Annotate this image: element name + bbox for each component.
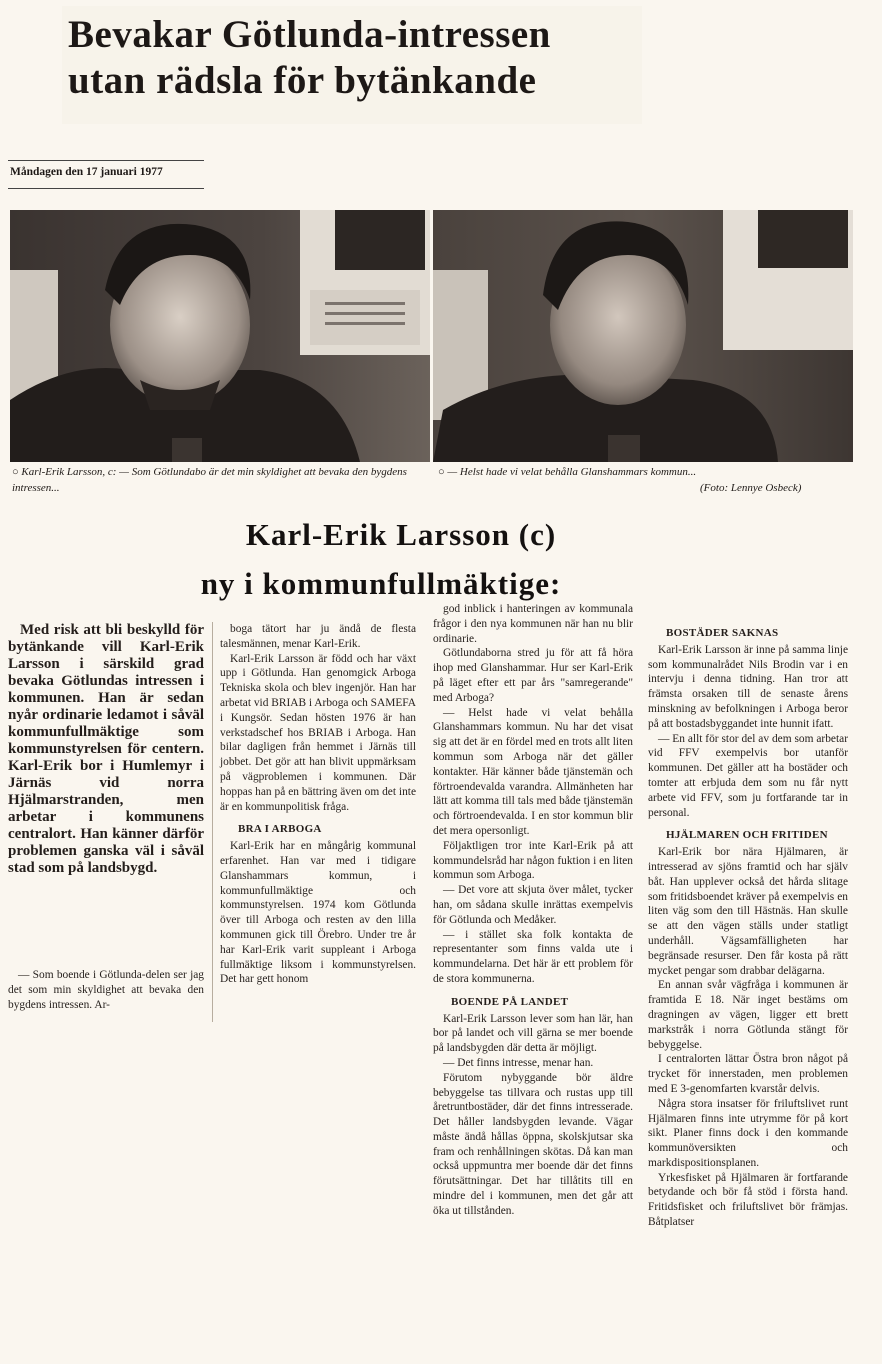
paragraph: I centralorten lättar Östra bron något på trycket för innerstaden, men problemen med E 3-genomfarten kvarstår delvis. <box>648 1053 848 1095</box>
paragraph: Karl-Erik Larsson är född och har växt upp i Götlunda. Han genomgick Arboga Tekniska skola och blev ingenjör. Han har arbetat vid BRIAB i Arboga och SAMEFA i Kungsör. Sedan hösten 1976 är han verkstadschef hos BRIAB i Arboga. Han bilar dagligen från hemmet i Järnäs till jobbet. Det gör att han blivit uppmärksam på vägproblemen i kommunen. Där hoppas han på en bättring även om det inte är en kommunpolitisk fråga. <box>220 652 416 813</box>
paragraph: Yrkesfisket på Hjälmaren är fortfarande betydande och bör få stöd i första hand. Fritidsfisket och friluftslivet bör främjas. Båtplatser <box>648 1171 848 1229</box>
section-heading: BOENDE PÅ LANDET <box>451 995 569 1008</box>
paragraph: — Det vore att skjuta över målet, tycker han, om sådana skulle inrättas exempelvis för Götlunda och Medåker. <box>433 884 633 926</box>
paragraph: Några stora insatser för friluftslivet runt Hjälmaren finns inte utrymme för på kort sikt. Planer finns dock i den kommande kommunöversikten och markdispositionsplanen. <box>648 1097 848 1169</box>
photo-caption-right: ○ — Helst hade vi velat behålla Glanshammars kommun... <box>438 466 697 478</box>
article-column-2 <box>220 622 416 987</box>
paragraph: — Det finns intresse, menar han. <box>443 1056 594 1069</box>
paragraph: — Helst hade vi velat behålla Glanshammars kommun. Nu har det visat sig att det är en fördel med en trots allt liten kommun som Arboga när det gäller kontakter. Här känner både tjänstemän och förtroendevalda varandra. Allmänheten har lätt att komma till tals med både tjänstemän och förtroendevalda. I en stor kommun blir det mera opersonligt. <box>433 706 633 837</box>
article-column-3 <box>433 602 633 1219</box>
paragraph: Götlundaborna stred ju för att få höra ihop med Glanshammar. Hur ser Karl-Erik på läget efter ett par års "samregerande" med Arboga? <box>433 647 633 704</box>
column-divider <box>212 622 213 1022</box>
paragraph: — En allt för stor del av dem som arbetar vid FFV exempelvis bor utanför kommunen. Det gäller att ha bostäder och tomter att erbjuda dem som nu får nytt arbete vid FFV, som ju fortfarande tar in personal. <box>648 732 848 819</box>
photo-credit: (Foto: Lennye Osbeck) <box>700 482 802 494</box>
paragraph: En annan svår vägfråga i kommunen är framtida E 18. När inget bestäms om dragningen av vägen, ligger ett brett markstråk i norra Götlunda stängt för bebyggelse. <box>648 979 848 1051</box>
paragraph: boga tätort har ju ändå de flesta talesmännen, menar Karl-Erik. <box>220 623 416 650</box>
sub-headline-line-2: ny i kommunfullmäktige: <box>200 566 562 601</box>
section-heading: BRA I ARBOGA <box>238 823 322 836</box>
dateline: Måndagen den 17 januari 1977 <box>10 166 163 178</box>
photo-portrait-right <box>433 210 853 462</box>
dateline-rule-bottom <box>8 188 204 189</box>
headline <box>68 12 638 104</box>
paragraph: Förutom nybyggande bör äldre bebyggelse tas tillvara och rustas upp till åretruntbostäder, där det finns intresserade. Det håller landsbygden levande. Vägar måste ändå hållas öppna, skolskjutsar ska fram och renhållningen skötas. Då kan man också uppmuntra mer boende där det finns förutsättningar. Det har tillåtits till en mindre del i kommunen, men det går att öka ut tillstånden. <box>433 1071 633 1217</box>
sub-headline <box>0 510 882 608</box>
paragraph: god inblick i hanteringen av kommunala frågor i den nya kommunen när han nu blir ordinarie. <box>433 603 633 645</box>
lead-text: Med risk att bli beskylld för bytänkande vill Karl-Erik Larsson i särskild grad bevaka Götlundas intressen i kommunen. Han är sedan nyår ordinarie ledamot i såväl kommunfullmäktige som kommunstyrelsen för centern. Karl-Erik bor i Humlemyr i Järnäs vid norra Hjälmarstranden, men arbetar i kommunens centralort. Han känner därför problemen ganska väl i såväl stad som på landsbygd. <box>8 622 204 876</box>
headline-line-1: Bevakar Götlunda-intressen <box>68 13 551 56</box>
dateline-rule-top <box>8 160 204 161</box>
paragraph: Karl-Erik Larsson är inne på samma linje som kommunalrådet Nils Brodin var i en intervju i denna tidning. Han tror att främsta orsaken till de senaste årens minskning av befolkningen i Arboga beror på att bostadsbyggandet inte hunnit ifatt. <box>648 643 848 730</box>
photo-caption-left: ○ Karl-Erik Larsson, c: — Som Götlundabo är det min skyldighet att bevaka den bygdens intressen... <box>12 466 407 494</box>
sub-headline-line-1: Karl-Erik Larsson (c) <box>245 517 557 552</box>
lead-paragraph <box>8 622 204 877</box>
section-heading: HJÄLMAREN OCH FRITIDEN <box>666 829 828 842</box>
paragraph: — i stället ska folk kontakta de representanter som finns valda ute i kommundelarna. Det här är ett problem för de stora kommunerna. <box>433 928 633 985</box>
lead-tail <box>8 968 204 1012</box>
paragraph: Karl-Erik bor nära Hjälmaren, är intresserad av sjöns framtid och har själv båt. Han upplever också det hårda slitage som fritidsboendet kräver på exempelvis en liten väg som den till Hästnäs. Han skulle se att den vägen ställs under statligt underhåll. Vägsamfälligheten har begränsade resurser. Den får kosta på rätt mycket pengar som drabbar delägarna. <box>648 846 848 977</box>
lead-tail-text: — Som boende i Götlunda-delen ser jag det som min skyldighet att bevaka den bygdens intressen. Ar- <box>8 969 204 1011</box>
headline-line-2: utan rädsla för bytänkande <box>68 59 537 102</box>
paragraph: Följaktligen tror inte Karl-Erik på att kommundelsråd har någon fuktion i en liten kommun som Arboga. <box>433 839 633 882</box>
photo-portrait-left <box>10 210 430 462</box>
paragraph: Karl-Erik Larsson lever som han lär, han bor på landet och vill gärna se mer boende på landsbygden där detta är möjligt. <box>433 1012 633 1055</box>
paragraph: Karl-Erik har en mångårig kommunal erfarenhet. Han var med i tidigare Glanshammars kommun, i kommunfullmäktige och kommunstyrelsen. 1974 kom Götlunda över till Arboga och resten av den lilla kommunen gick till Örebro. Under tre år har Karl-Erik varit suppleant i Arboga fullmäktige liksom i kommunstyrelsen. Det har gett honom <box>220 840 416 986</box>
section-heading: BOSTÄDER SAKNAS <box>666 627 779 639</box>
article-column-4 <box>648 618 848 1230</box>
